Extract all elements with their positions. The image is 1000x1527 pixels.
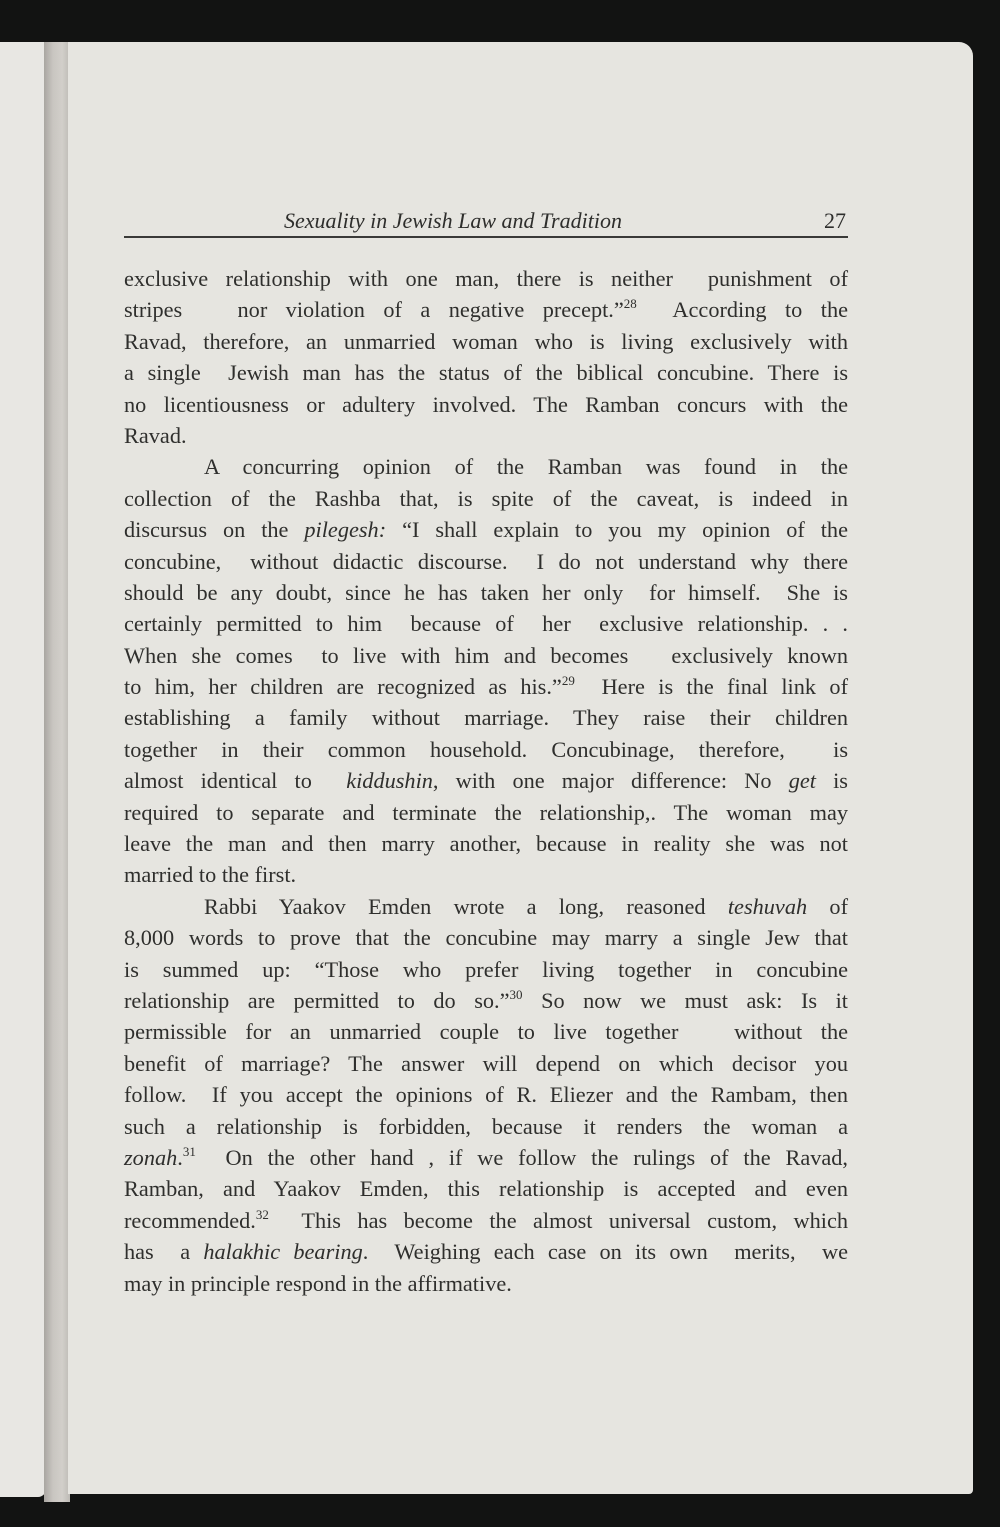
italic-term: kiddushin [346, 768, 433, 794]
text-line: When she comes to live with him and becomes exclusively known [124, 642, 848, 668]
text-line: certainly permitted to him because of her exclusive relationship. . . [124, 611, 848, 637]
italic-term: get [788, 768, 816, 794]
text-line: Ravad, therefore, an unmarried woman who is living exclusively with [124, 328, 848, 354]
text-line: 8,000 words to prove that the concubine may marry a single Jew that [124, 925, 848, 951]
text-line: relationship are permitted to do so.”$^{30}$ So now we must ask: Is it [124, 986, 848, 1013]
text-line: such a relationship is forbidden, because it renders the woman a [124, 1113, 848, 1139]
text-line: permissible for an unmarried couple to live together without the [124, 1019, 848, 1045]
running-header [124, 206, 848, 238]
footnote-ref-29: 29 [561, 673, 575, 689]
text-line: almost identical to kiddushin, with one major difference: No get is [124, 768, 848, 794]
text-line: Rabbi Yaakov Emden wrote a long, reasoned teshuvah of [204, 893, 848, 919]
italic-term: teshuvah [727, 893, 808, 919]
text-line: zonah.$^{31}$ On the other hand , if we follow the rulings of the Ravad, [124, 1143, 848, 1170]
text-line: collection of the Rashba that, is spite of the caveat, is indeed in [124, 485, 848, 511]
italic-term: halakhic bearing [203, 1239, 363, 1265]
text-line: exclusive relationship with one man, there is neither punishment of [124, 266, 848, 291]
text-line: may in principle respond in the affirmative. [124, 1270, 512, 1296]
text-line: leave the man and then marry another, because in reality she was not [124, 831, 848, 857]
text-line: required to separate and terminate the relationship,. The woman may [124, 799, 848, 825]
body-text [124, 263, 848, 1299]
text-line: A concurring opinion of the Ramban was found in the [204, 454, 848, 480]
text-line: is summed up: “Those who prefer living together in concubine [124, 956, 848, 982]
text-line: stripes nor violation of a negative precept.”$^{28}$ According to the [124, 296, 848, 323]
text-line: no licentiousness or adultery involved. The Ramban concurs with the [124, 391, 848, 417]
text-line: follow. If you accept the opinions of R. Eliezer and the Rambam, then [124, 1082, 848, 1108]
book-page [68, 42, 973, 1494]
italic-term: zonah [124, 1144, 178, 1170]
text-line: a single Jewish man has the status of the biblical concubine. There is [124, 360, 848, 386]
paragraph-3 [124, 891, 848, 1299]
text-line: Ravad. [124, 422, 187, 448]
text-line: establishing a family without marriage. They raise their children [124, 705, 848, 731]
paragraph-1 [124, 263, 848, 451]
footnote-ref-28: 28 [623, 296, 637, 312]
footnote-ref-32: 32 [255, 1206, 269, 1222]
footnote-ref-31: 31 [182, 1143, 196, 1159]
text-line: to him, her children are recognized as his.”$^{29}$ Here is the final link of [124, 673, 848, 700]
text-line: discursus on the pilegesh: “I shall explain to you my opinion of the [124, 517, 848, 543]
text-line: concubine, without didactic discourse. I do not understand why there [124, 548, 848, 574]
paragraph-2 [124, 451, 848, 890]
page-number: 27 [824, 208, 846, 233]
italic-term: pilegesh: [304, 517, 387, 543]
text-line: benefit of marriage? The answer will depend on which decisor you [124, 1050, 848, 1076]
text-line: has a halakhic bearing. Weighing each case on its own merits, we [124, 1239, 849, 1265]
footnote-ref-30: 30 [509, 986, 523, 1002]
text-line: together in their common household. Concubinage, therefore, is [124, 736, 848, 762]
text-line: recommended.$^{32}$ This has become the almost universal custom, which [124, 1206, 848, 1233]
text-line: should be any doubt, since he has taken her only for himself. She is [124, 579, 848, 605]
text-line: married to the first. [124, 862, 297, 888]
previous-page-edge [0, 42, 46, 1497]
book-gutter-shadow [44, 42, 70, 1502]
text-line: Ramban, and Yaakov Emden, this relationship is accepted and even [124, 1176, 848, 1202]
running-title: Sexuality in Jewish Law and Tradition [284, 208, 622, 233]
